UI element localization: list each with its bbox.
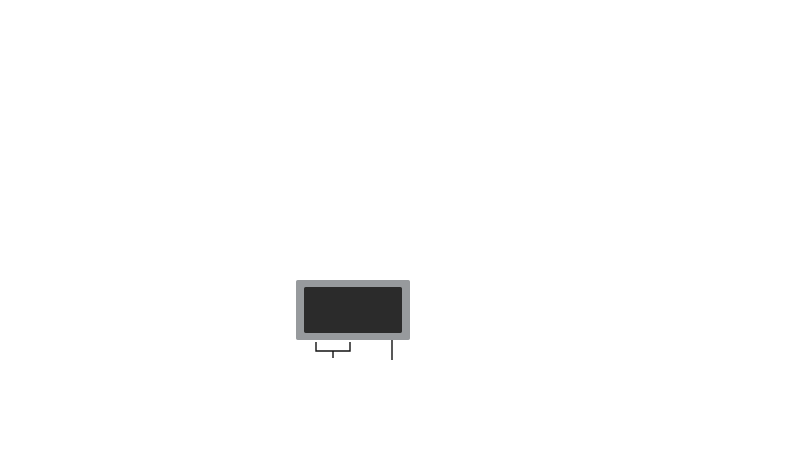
mode-speed-pointers bbox=[300, 338, 410, 368]
mode-bracket bbox=[316, 342, 350, 351]
led-background bbox=[304, 287, 402, 333]
led-display bbox=[296, 280, 410, 340]
led-digits bbox=[304, 287, 402, 333]
